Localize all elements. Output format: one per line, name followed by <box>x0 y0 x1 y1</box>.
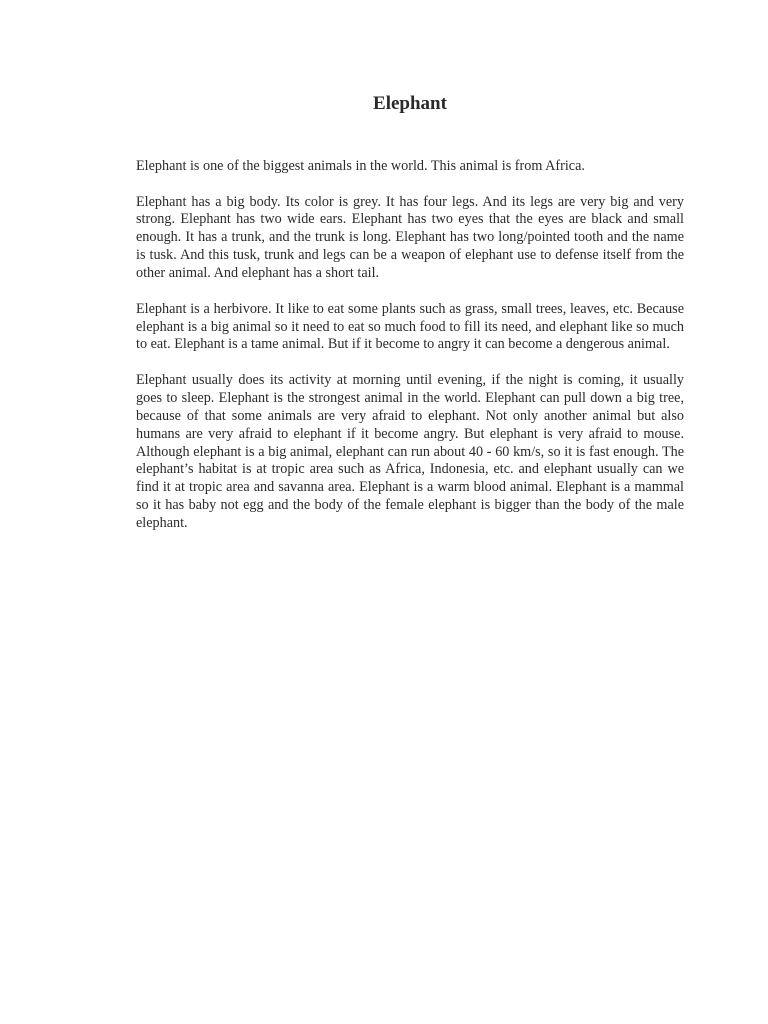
paragraph-body-description: Elephant has a big body. Its color is grey. It has four legs. And its legs are very big and very strong. Elephant has two wide ears. Elephant has two eyes that the eyes are black and small enough. It has a trunk, and the trunk is long. Elephant has two long/pointed tooth and the name is tusk. And this tusk, trunk and legs can be a weapon of elephant use to defense itself from the other animal. And elephant has a short tail. <box>136 193 684 282</box>
document-title: Elephant <box>373 93 447 114</box>
paragraph-intro: Elephant is one of the biggest animals in the world. This animal is from Africa. <box>136 158 585 174</box>
paragraph-behavior-habitat: Elephant usually does its activity at morning until evening, if the night is coming, it usually goes to sleep. Elephant is the strongest animal in the world. Elephant can pull down a big tree, because of that some animals are very afraid to elephant. Not only another animal but also humans are very afraid to elephant if it become angry. But elephant is very afraid to mouse. Although elephant is a big animal, elephant can run about 40 - 60 km/s, so it is fast enough. The elephant’s habitat is at tropic area such as Africa, Indonesia, etc. and elephant usually can we find it at tropic area and savanna area. Elephant is a warm blood animal. Elephant is a mammal so it has baby not egg and the body of the female elephant is bigger than the body of the male elephant. <box>136 371 684 532</box>
paragraph-diet: Elephant is a herbivore. It like to eat some plants such as grass, small trees, leaves, etc. Because elephant is a big animal so it need to eat so much food to fill its need, and elephant like so much to eat. Elephant is a tame animal. But if it become to angry it can become a dengerous animal. <box>136 300 684 353</box>
document-body <box>136 158 684 551</box>
